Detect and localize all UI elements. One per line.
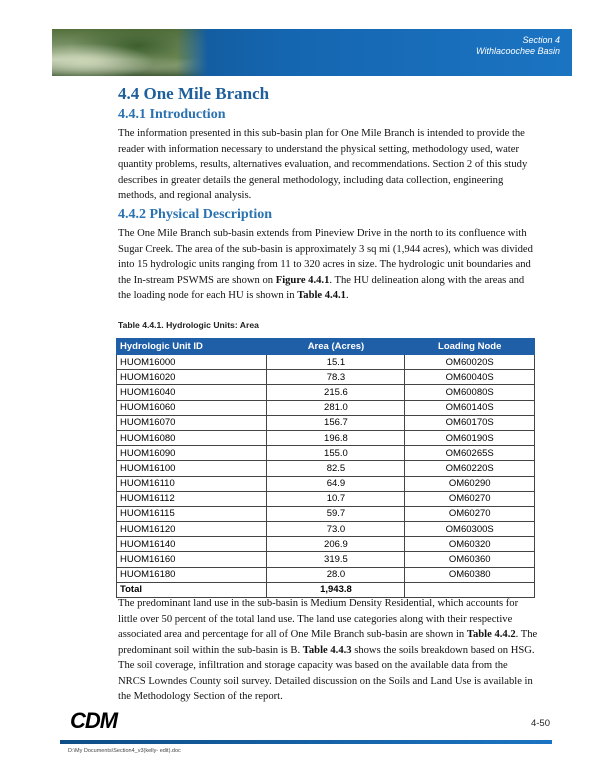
area-cell: 59.7 bbox=[267, 506, 405, 521]
unit-id-cell: HUOM16100 bbox=[117, 461, 267, 476]
landuse-paragraph bbox=[118, 596, 538, 705]
cdm-logo: CDM bbox=[70, 708, 118, 733]
unit-id-cell: HUOM16090 bbox=[117, 446, 267, 461]
loading-node-cell: OM60270 bbox=[405, 506, 535, 521]
loading-node-cell: OM60300S bbox=[405, 522, 535, 537]
figure-ref: Figure 4.4.1 bbox=[275, 274, 330, 286]
unit-id-cell: HUOM16160 bbox=[117, 552, 267, 567]
header-section: Section 4 bbox=[522, 35, 560, 45]
table-row bbox=[117, 506, 535, 521]
area-cell: 215.6 bbox=[267, 385, 405, 400]
table-row bbox=[117, 415, 535, 430]
area-cell: 206.9 bbox=[267, 537, 405, 552]
table-ref: Table 4.4.1 bbox=[297, 290, 346, 301]
landuse-text-b: . The predominant soil within the sub-basin is B. bbox=[118, 629, 538, 656]
area-cell: 15.1 bbox=[267, 355, 405, 370]
table-caption: Table 4.4.1. Hydrologic Units: Area bbox=[118, 320, 259, 330]
header-basin: Withlacoochee Basin bbox=[476, 46, 560, 56]
table-row bbox=[117, 385, 535, 400]
table-row bbox=[117, 567, 535, 582]
loading-node-cell: OM60360 bbox=[405, 552, 535, 567]
loading-node-cell: OM60265S bbox=[405, 446, 535, 461]
area-cell: 156.7 bbox=[267, 415, 405, 430]
physical-heading: 4.4.2 Physical Description bbox=[118, 207, 272, 222]
loading-node-cell: OM60190S bbox=[405, 430, 535, 445]
hydrologic-units-table bbox=[116, 338, 535, 598]
footer-file-path: D:\My Documents\Section4_v3(kelly- edit).doc bbox=[68, 748, 181, 754]
page-number: 4-50 bbox=[530, 718, 550, 729]
area-cell: 82.5 bbox=[267, 461, 405, 476]
unit-id-cell: HUOM16112 bbox=[117, 491, 267, 506]
unit-id-cell: HUOM16020 bbox=[117, 370, 267, 385]
loading-node-cell: OM60290 bbox=[405, 476, 535, 491]
header-text bbox=[476, 35, 560, 57]
physical-text-c: . bbox=[345, 290, 349, 301]
table-row bbox=[117, 491, 535, 506]
header-river-photo bbox=[52, 29, 208, 76]
intro-paragraph: The information presented in this sub-basin plan for One Mile Branch is intended to provide the reader with information necessary to understand the physical setting, methodology used, water quantity problems, results, alternatives evaluation, and recommendations. Section 2 of this study describes in greater details the general methodology, including data collection, engineering methods, and regional analysis. bbox=[118, 128, 528, 201]
table-row bbox=[117, 430, 535, 445]
loading-node-cell: OM60380 bbox=[405, 567, 535, 582]
table-row bbox=[117, 446, 535, 461]
col-header-loading-node: Loading Node bbox=[405, 339, 535, 355]
table-row bbox=[117, 461, 535, 476]
landuse-text-c: shows the soils breakdown based on HSG. The soil coverage, infiltration and storage capacity was based on the available data from the NRCS Lowndes County soil survey. Detailed discussion on the Soils and Land Use is available in the Methodology Section of the report. bbox=[118, 644, 535, 702]
unit-id-cell: HUOM16115 bbox=[117, 506, 267, 521]
table-row bbox=[117, 522, 535, 537]
loading-node-cell: OM60020S bbox=[405, 355, 535, 370]
area-cell: 64.9 bbox=[267, 476, 405, 491]
table-row bbox=[117, 355, 535, 370]
area-cell: 155.0 bbox=[267, 446, 405, 461]
physical-text-b: . The HU delineation along with the areas and the loading node for each HU is shown in bbox=[118, 274, 525, 301]
area-cell: 28.0 bbox=[267, 567, 405, 582]
area-cell: 281.0 bbox=[267, 400, 405, 415]
intro-heading: 4.4.1 Introduction bbox=[118, 107, 226, 122]
unit-id-cell: HUOM16060 bbox=[117, 400, 267, 415]
col-header-unit-id: Hydrologic Unit ID bbox=[117, 339, 267, 355]
unit-id-cell: HUOM16000 bbox=[117, 355, 267, 370]
area-cell: 73.0 bbox=[267, 522, 405, 537]
col-header-area: Area (Acres) bbox=[267, 339, 405, 355]
unit-id-cell: HUOM16080 bbox=[117, 430, 267, 445]
area-cell: 319.5 bbox=[267, 552, 405, 567]
unit-id-cell: HUOM16140 bbox=[117, 537, 267, 552]
loading-node-cell: OM60080S bbox=[405, 385, 535, 400]
physical-text-a: The One Mile Branch sub-basin extends from Pineview Drive in the north to its confluence with Sugar Creek. The area of the sub-basin is approximately 3 sq mi (1,944 acres), which was divided into 15 hydrologic units ranging from 11 to 320 acres in size. The hydrologic unit boundaries and the In-stream PSWMS are shown on bbox=[118, 228, 533, 286]
table-row bbox=[117, 370, 535, 385]
unit-id-cell: HUOM16040 bbox=[117, 385, 267, 400]
loading-node-cell: OM60270 bbox=[405, 491, 535, 506]
unit-id-cell: HUOM16120 bbox=[117, 522, 267, 537]
loading-node-cell: OM60040S bbox=[405, 370, 535, 385]
table-row bbox=[117, 476, 535, 491]
landuse-text-a: The predominant land use in the sub-basin is Medium Density Residential, which accounts for little over 50 percent of the total land use. The land use categories along with their respective associated area and percentage for all of One Mile Branch sub-basin are shown in bbox=[118, 598, 519, 640]
unit-id-cell: HUOM16070 bbox=[117, 415, 267, 430]
unit-id-cell: HUOM16110 bbox=[117, 476, 267, 491]
area-cell: 196.8 bbox=[267, 430, 405, 445]
table-4-4-2-ref: Table 4.4.2 bbox=[466, 629, 516, 640]
loading-node-cell: OM60140S bbox=[405, 400, 535, 415]
loading-node-cell: OM60220S bbox=[405, 461, 535, 476]
section-title: 4.4 One Mile Branch bbox=[118, 84, 270, 103]
table-row bbox=[117, 537, 535, 552]
physical-paragraph bbox=[118, 226, 538, 304]
loading-node-cell: OM60320 bbox=[405, 537, 535, 552]
area-cell: 78.3 bbox=[267, 370, 405, 385]
total-label-cell: Total bbox=[117, 582, 267, 597]
table-header-row bbox=[117, 339, 535, 355]
total-area-cell: 1,943.8 bbox=[267, 582, 405, 597]
footer-rule bbox=[60, 740, 552, 744]
table-4-4-3-ref: Table 4.4.3 bbox=[302, 644, 352, 656]
unit-id-cell: HUOM16180 bbox=[117, 567, 267, 582]
table-row bbox=[117, 400, 535, 415]
loading-node-cell: OM60170S bbox=[405, 415, 535, 430]
area-cell: 10.7 bbox=[267, 491, 405, 506]
table-row bbox=[117, 552, 535, 567]
